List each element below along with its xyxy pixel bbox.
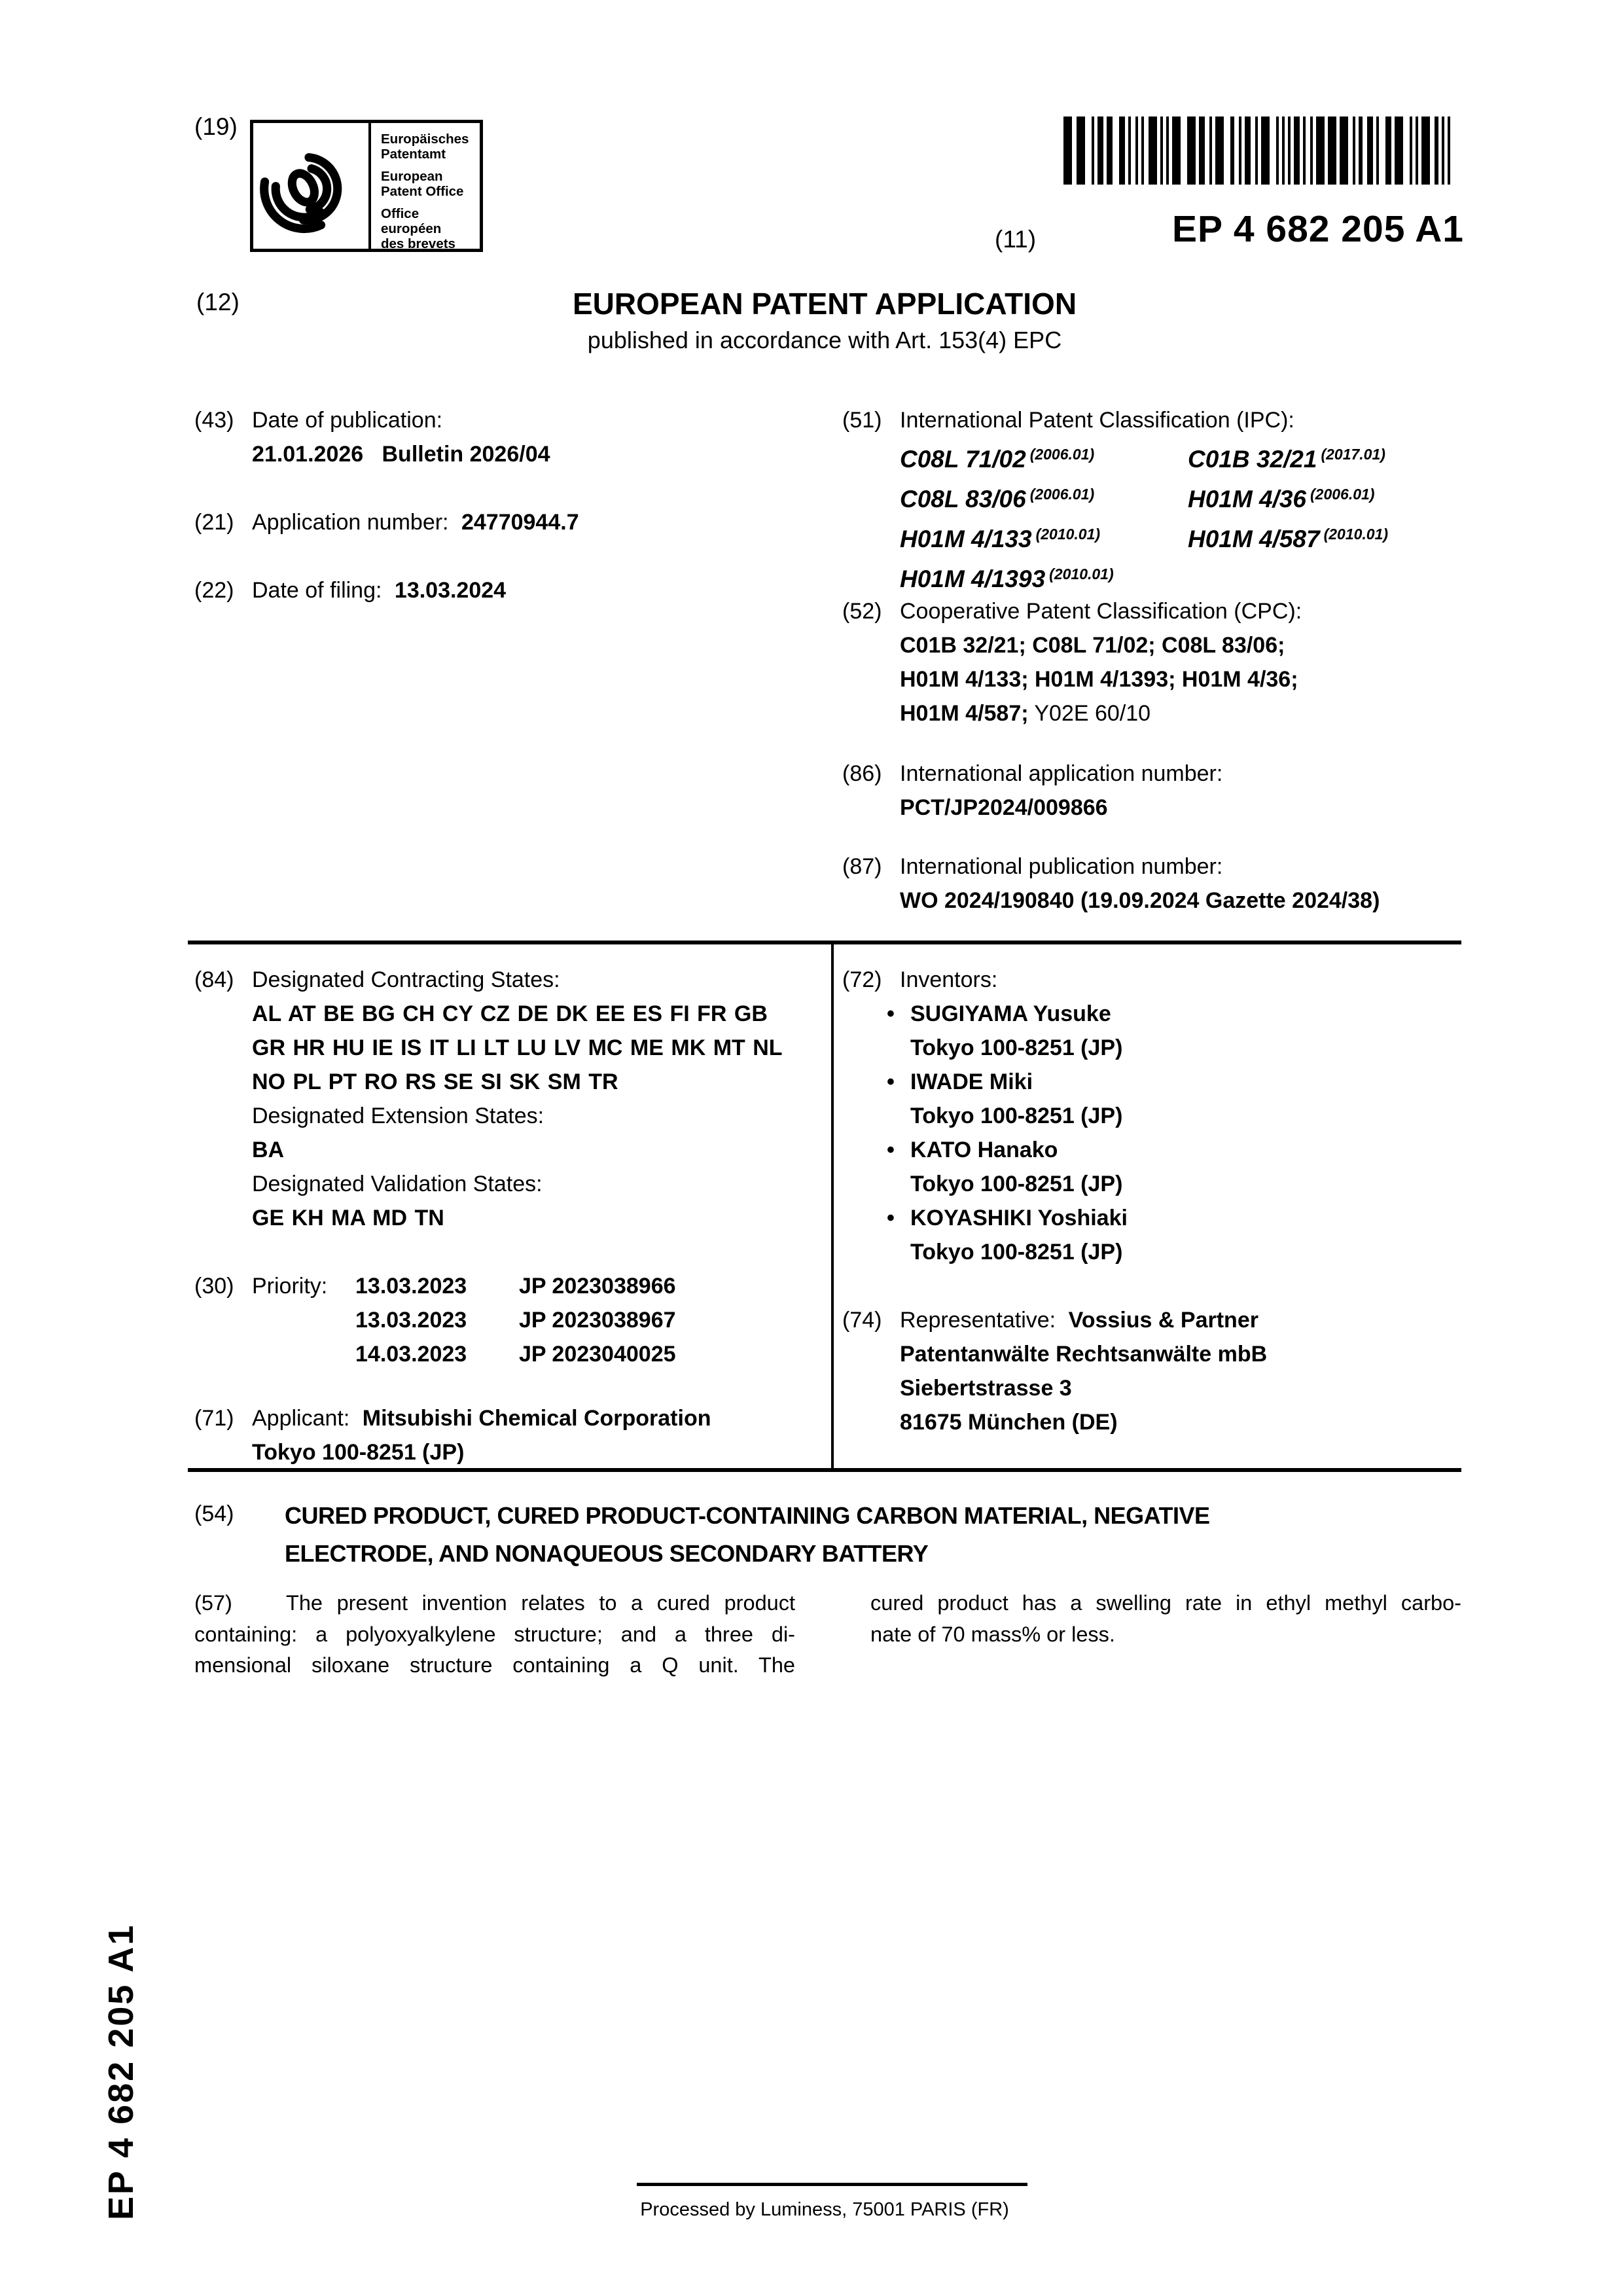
epo-name-de-2: Patentamt [381, 147, 446, 162]
inid-71-label: (71) [194, 1406, 234, 1431]
field-invention-title [194, 1497, 1471, 1573]
field-cpc [842, 594, 1464, 730]
contracting-states-line: AL AT BE BG CH CY CZ DE DK EE ES FI FR GB [252, 1001, 768, 1026]
date-of-publication-key: Date of publication: [252, 408, 443, 433]
inventor-address: Tokyo 100-8251 (JP) [910, 1035, 1123, 1060]
inid-21-label: (21) [194, 510, 234, 535]
extension-states-key: Designated Extension States: [252, 1103, 544, 1128]
field-representative [842, 1303, 1464, 1439]
inid-19-label: (19) [194, 113, 238, 140]
epo-spiral-icon [259, 127, 363, 245]
inid-84-label: (84) [194, 967, 234, 992]
inid-43-label: (43) [194, 408, 234, 433]
ipc-entry: H01M 4/1393 $^{(2010.01)}$ [900, 565, 1114, 592]
abstract-text-line: nate of 70 mass% or less. [870, 1622, 1115, 1646]
inventor-address: Tokyo 100-8251 (JP) [910, 1172, 1123, 1196]
ipc-entry: H01M 4/133 $^{(2010.01)}$ [900, 526, 1101, 552]
ipc-entry: C08L 71/02 $^{(2006.01)}$ [900, 446, 1095, 473]
cpc-line: C01B 32/21; C08L 71/02; C08L 83/06; [900, 633, 1285, 658]
field-priority [194, 1269, 823, 1371]
validation-states-value: GE KH MA MD TN [252, 1206, 444, 1230]
extension-states-value: BA [252, 1138, 285, 1162]
column-divider [831, 941, 834, 1472]
applicant-address: Tokyo 100-8251 (JP) [252, 1440, 465, 1465]
inventor-name: KOYASHIKI Yoshiaki [910, 1206, 1128, 1230]
abstract-left-column [194, 1588, 795, 1681]
abstract-text-line: containing: a polyoxyalkylene structure; and a three di- [194, 1622, 795, 1646]
applicant-key: Applicant: [252, 1406, 350, 1431]
representative-key: Representative: [900, 1308, 1056, 1333]
ipc-entry: C08L 83/06 $^{(2006.01)}$ [900, 486, 1095, 512]
contracting-states-line: NO PL PT RO RS SE SI SK SM TR [252, 1069, 618, 1094]
abstract-text-line: The present invention relates to a cured product [286, 1591, 795, 1615]
sidebar-publication-number: EP 4 682 205 A1 [101, 1923, 141, 2220]
epo-name-en: European [381, 169, 443, 184]
representative-line [900, 1303, 1267, 1337]
inid-30-label: (30) [194, 1274, 234, 1299]
document-title: EUROPEAN PATENT APPLICATION [572, 287, 1077, 321]
invention-title-line: ELECTRODE, AND NONAQUEOUS SECONDARY BATTERY [285, 1540, 929, 1567]
bullet-icon: • [887, 1001, 895, 1026]
inid-51-label: (51) [842, 408, 882, 433]
representative-name: Vossius & Partner [1068, 1308, 1258, 1333]
bullet-icon: • [887, 1138, 895, 1162]
priority-entry: 14.03.2023 JP 2023040025 [355, 1342, 676, 1367]
abstract-right-column [870, 1588, 1461, 1650]
epo-logo-box [250, 120, 483, 252]
priority-entry: 13.03.2023 JP 2023038966 [355, 1274, 676, 1299]
validation-states-key: Designated Validation States: [252, 1172, 543, 1196]
abstract-text-line: mensional siloxane structure containing a Q unit. The [194, 1653, 795, 1677]
designated-states-key: Designated Contracting States: [252, 967, 560, 992]
field-applicant [194, 1401, 823, 1469]
publication-number: EP 4 682 205 A1 [1171, 208, 1464, 250]
inid-52-label: (52) [842, 599, 882, 624]
field-date-of-publication [194, 403, 816, 471]
field-ipc [842, 403, 1464, 597]
inventor-name: SUGIYAMA Yusuke [910, 1001, 1111, 1026]
inventors-key: Inventors: [900, 967, 998, 992]
representative-street: Siebertstrasse 3 [900, 1376, 1072, 1401]
inid-11-label: (11) [995, 226, 1037, 253]
epo-name-en-2: Patent Office [381, 184, 464, 199]
ipc-entry: H01M 4/36 $^{(2006.01)}$ [1188, 486, 1375, 512]
application-number-value: 24770944.7 [461, 510, 579, 535]
epo-name-de: Europäisches [381, 132, 469, 147]
priority-entry: 13.03.2023 JP 2023038967 [355, 1308, 676, 1333]
footer-processing-note: Processed by Luminess, 75001 PARIS (FR) [640, 2199, 1009, 2220]
date-of-filing-value: 13.03.2024 [394, 578, 507, 603]
field-intl-publication-number [842, 850, 1464, 918]
inventors-list [887, 997, 1128, 1269]
inid-72-label: (72) [842, 967, 882, 992]
inid-86-label: (86) [842, 761, 882, 786]
inventor-item [887, 1201, 1128, 1269]
inid-12-label: (12) [196, 289, 240, 315]
inventor-item [887, 997, 1128, 1065]
inid-74-label: (74) [842, 1308, 882, 1333]
application-number-key: Application number: [252, 510, 449, 535]
date-of-filing-key: Date of filing: [252, 578, 382, 603]
abstract-text-line: cured product has a swelling rate in ethyl methyl carbo- [870, 1591, 1461, 1615]
epo-name-fr: Office européen [381, 206, 442, 236]
inventor-item [887, 1133, 1128, 1201]
priority-key: Priority: [252, 1274, 328, 1299]
cpc-key: Cooperative Patent Classification (CPC): [900, 599, 1302, 624]
field-designated-states [194, 963, 823, 1235]
barcode [1063, 117, 1464, 185]
ipc-grid [900, 437, 1464, 597]
bullet-icon: • [887, 1069, 895, 1094]
inventor-address: Tokyo 100-8251 (JP) [910, 1103, 1123, 1128]
footer-rule [637, 2183, 1027, 2186]
applicant-name: Mitsubishi Chemical Corporation [362, 1406, 711, 1431]
applicant-line [252, 1401, 711, 1435]
field-date-of-filing [194, 573, 816, 607]
cpc-line: H01M 4/587; Y02E 60/10 [900, 701, 1151, 726]
document-subtitle: published in accordance with Art. 153(4) EPC [587, 327, 1062, 353]
ipc-entry: H01M 4/587 $^{(2010.01)}$ [1188, 526, 1389, 552]
representative-firm: Patentanwälte Rechtsanwälte mbB [900, 1342, 1268, 1367]
inid-87-label: (87) [842, 854, 882, 879]
intl-application-key: International application number: [900, 761, 1223, 786]
field-intl-application-number [842, 757, 1464, 825]
representative-city: 81675 München (DE) [900, 1410, 1118, 1435]
inid-22-label: (22) [194, 578, 234, 603]
contracting-states-line: GR HR HU IE IS IT LI LT LU LV MC ME MK MT NL [252, 1035, 783, 1060]
horizontal-rule-1 [188, 941, 1461, 944]
bullet-icon: • [887, 1206, 895, 1230]
date-of-publication-value: 21.01.2026 Bulletin 2026/04 [252, 442, 550, 467]
inventor-name: KATO Hanako [910, 1138, 1058, 1162]
inventor-item [887, 1065, 1128, 1133]
inventor-name: IWADE Miki [910, 1069, 1033, 1094]
invention-title-line: CURED PRODUCT, CURED PRODUCT-CONTAINING CARBON MATERIAL, NEGATIVE [285, 1502, 1210, 1529]
epo-logo-text [371, 123, 480, 249]
ipc-key: International Patent Classification (IPC): [900, 408, 1294, 433]
epo-logo-icon [253, 123, 371, 249]
field-inventors [842, 963, 1464, 1269]
inventor-address: Tokyo 100-8251 (JP) [910, 1240, 1123, 1265]
abstract-first-line [194, 1588, 795, 1619]
intl-publication-value: WO 2024/190840 (19.09.2024 Gazette 2024/38) [900, 888, 1380, 913]
cpc-line: H01M 4/133; H01M 4/1393; H01M 4/36; [900, 667, 1298, 692]
inid-57-label: (57) [194, 1591, 232, 1615]
ipc-entry: C01B 32/21 $^{(2017.01)}$ [1188, 446, 1385, 473]
intl-application-value: PCT/JP2024/009866 [900, 795, 1108, 820]
intl-publication-key: International publication number: [900, 854, 1223, 879]
field-application-number [194, 505, 816, 539]
inid-54-label: (54) [194, 1501, 234, 1526]
epo-name-fr-2: des brevets [381, 236, 455, 251]
